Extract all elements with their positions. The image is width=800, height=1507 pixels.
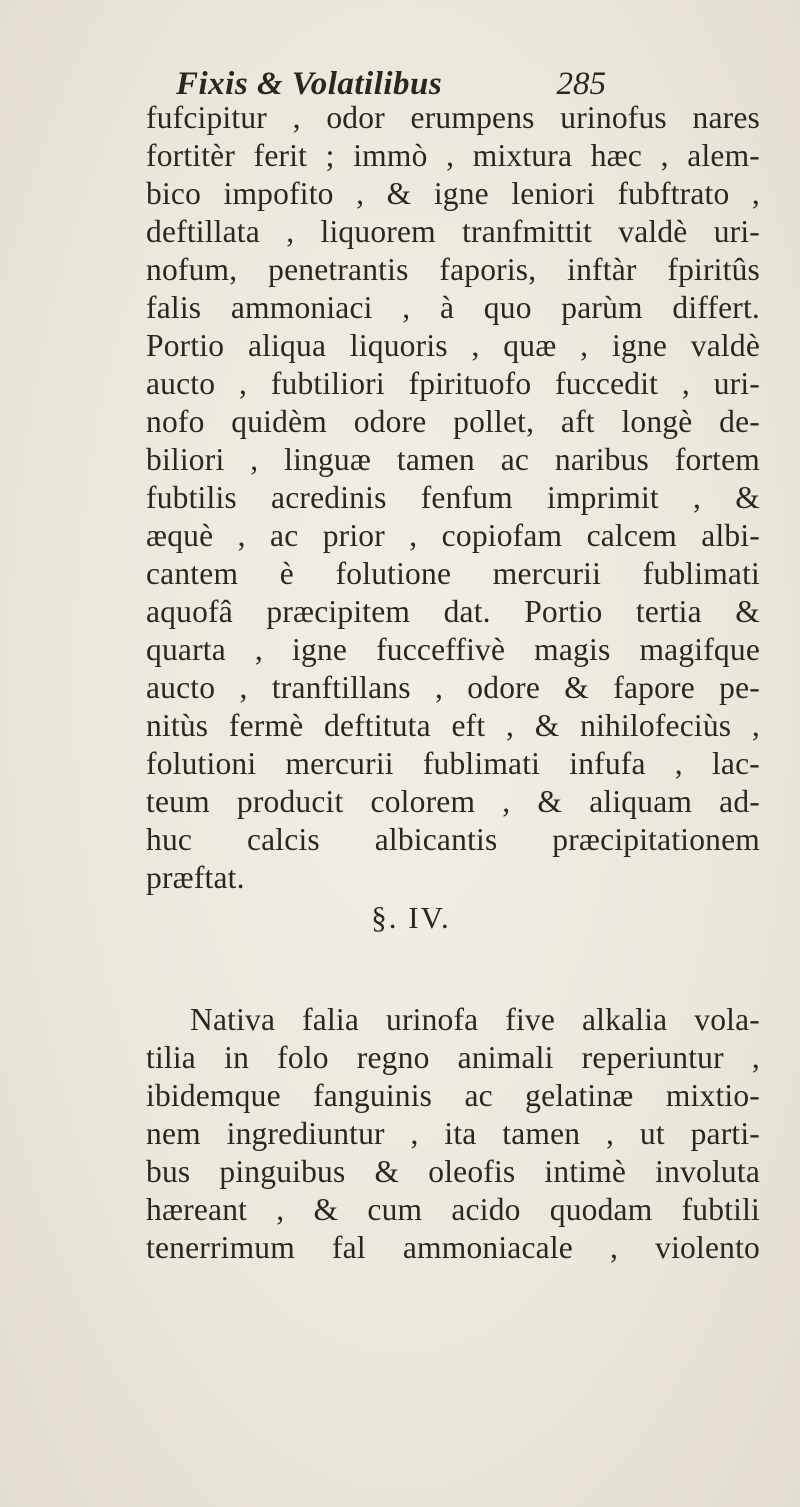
text-line: Portio aliqua liquoris , quæ , igne valdè: [146, 328, 760, 363]
text-line: tenerrimum fal ammoniacale , violento: [146, 1230, 760, 1265]
text-line: fufcipitur , odor erumpens urinofus nares: [146, 100, 760, 135]
text-line: cantem è folutione mercurii fublimati: [146, 556, 760, 591]
text-line: ibidemque fanguinis ac gelatinæ mixtio-: [146, 1078, 760, 1113]
text-line: nem ingrediuntur , ita tamen , ut parti-: [146, 1116, 760, 1151]
text-line: æquè , ac prior , copiofam calcem albi-: [146, 518, 760, 553]
page-number: 285: [556, 66, 606, 102]
text-line: aquofâ præcipitem dat. Portio tertia &: [146, 594, 760, 629]
text-line: bus pinguibus & oleofis intimè involuta: [146, 1154, 760, 1189]
text-line: aucto , fubtiliori fpirituofo fuccedit , uri-: [146, 366, 760, 401]
text-line: falis ammoniaci , à quo parùm differt.: [146, 290, 760, 325]
text-line: folutioni mercurii fublimati infufa , lac-: [146, 746, 760, 781]
text-line: bico impofito , & igne leniori fubftrato ,: [146, 176, 760, 211]
text-line: nofum, penetrantis faporis, inftàr fpiritûs: [146, 252, 760, 287]
text-line: biliori , linguæ tamen ac naribus fortem: [146, 442, 760, 477]
text-line: hæreant , & cum acido quodam fubtili: [146, 1192, 760, 1227]
text-line: aucto , tranftillans , odore & fapore pe-: [146, 670, 760, 705]
section-heading: §. IV.: [371, 900, 451, 935]
text-line: huc calcis albicantis præcipitationem: [146, 822, 760, 857]
text-line: teum producit colorem , & aliquam ad-: [146, 784, 760, 819]
text-line: fubtilis acredinis fenfum imprimit , &: [146, 480, 760, 515]
text-line: nitùs fermè deftituta eft , & nihilofeciùs ,: [146, 708, 760, 743]
text-line: fortitèr ferit ; immò , mixtura hæc , alem-: [146, 138, 760, 173]
running-head-title: Fixis & Volatilibus: [176, 66, 443, 102]
text-line: tilia in folo regno animali reperiuntur ,: [146, 1040, 760, 1075]
text-line: quarta , igne fucceffivè magis magifque: [146, 632, 760, 667]
text-line: deftillata , liquorem tranfmittit valdè uri-: [146, 214, 760, 249]
text-line: nofo quidèm odore pollet, aft longè de-: [146, 404, 760, 439]
text-line: Nativa falia urinofa five alkalia vola-: [190, 1002, 760, 1037]
text-line: præftat.: [146, 860, 245, 895]
